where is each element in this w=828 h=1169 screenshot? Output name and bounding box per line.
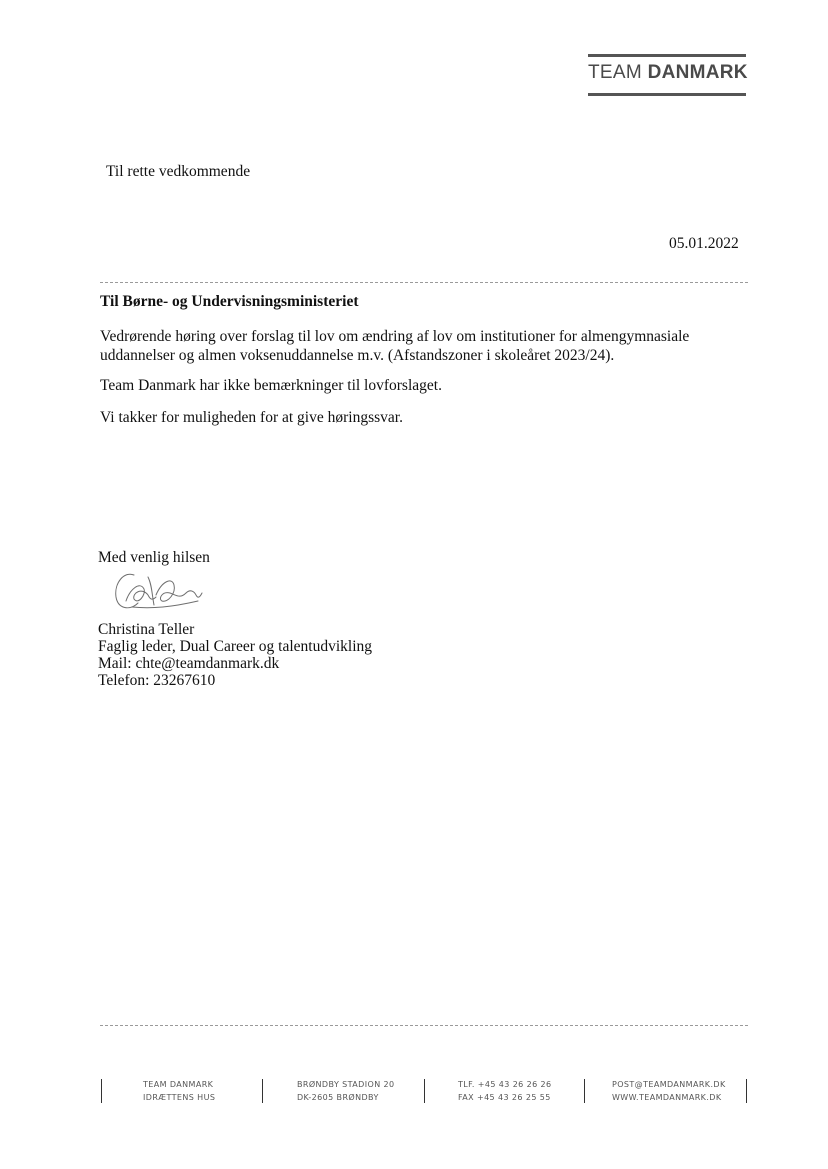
logo-top-rule (588, 54, 746, 57)
footer-street: BRØNDBY STADION 20 (297, 1080, 395, 1089)
body-paragraph-1: Team Danmark har ikke bemærkninger til lovforslaget. (100, 377, 442, 394)
recipient-greeting: Til rette vedkommende (106, 163, 251, 180)
letter-heading: Til Børne- og Undervisningsministeriet (100, 293, 359, 310)
footer-phone-fax (458, 1078, 552, 1104)
footer-divider (262, 1079, 263, 1103)
signer-phone: Telefon: 23267610 (98, 672, 216, 689)
footer-postcode: DK-2605 BRØNDBY (297, 1093, 379, 1102)
body-paragraph-2: Vi takker for muligheden for at give høringssvar. (100, 409, 403, 426)
logo-bottom-rule (588, 93, 746, 96)
footer-address (297, 1078, 395, 1104)
bottom-dashed-separator (100, 1025, 748, 1026)
top-dashed-separator (100, 282, 748, 283)
footer-phone: TLF. +45 43 26 26 26 (458, 1080, 552, 1089)
footer-divider (584, 1079, 585, 1103)
footer-org-name: TEAM DANMARK (143, 1080, 214, 1089)
signer-title: Faglig leder, Dual Career og talentudvikling (98, 638, 372, 655)
footer-divider (424, 1079, 425, 1103)
footer-divider (101, 1079, 102, 1103)
closing-salutation: Med venlig hilsen (98, 549, 210, 566)
signer-email: Mail: chte@teamdanmark.dk (98, 655, 280, 672)
team-danmark-logo (588, 62, 746, 84)
logo-text-danmark: DANMARK (647, 62, 748, 83)
subject-line-1: Vedrørende høring over forslag til lov om ændring af lov om institutioner for almengymnasiale (100, 328, 690, 345)
letter-date: 05.01.2022 (669, 235, 739, 252)
footer-fax: FAX +45 43 26 25 55 (458, 1093, 551, 1102)
signer-name: Christina Teller (98, 621, 195, 638)
footer-web (612, 1078, 726, 1104)
subject-line-2: uddannelser og almen voksenuddannelse m.v. (Afstandszoner i skoleåret 2023/24). (100, 347, 615, 364)
footer-org-building: IDRÆTTENS HUS (143, 1093, 216, 1102)
logo-text-team: TEAM (588, 62, 648, 83)
footer-divider (746, 1079, 747, 1103)
footer-organization (143, 1078, 215, 1104)
footer-email: POST@TEAMDANMARK.DK (612, 1080, 726, 1089)
handwritten-signature (112, 567, 212, 619)
footer-website: WWW.TEAMDANMARK.DK (612, 1093, 722, 1102)
